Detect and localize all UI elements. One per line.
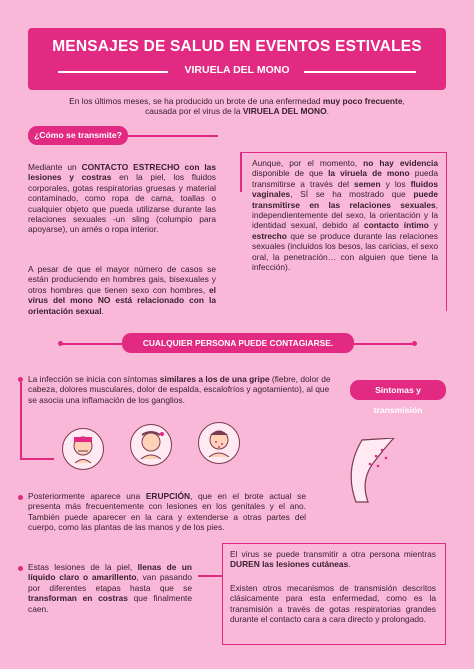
fever-face-icon	[130, 424, 172, 466]
bullet-dot-2	[18, 495, 23, 500]
bullet-line-horizontal	[20, 458, 54, 460]
symptoms-label: Síntomas y transmisión	[350, 380, 446, 400]
anyone-can-get-infected-banner: CUALQUIER PERSONA PUEDE CONTAGIARSE.	[122, 333, 354, 353]
page-title: MENSAJES DE SALUD EN EVENTOS ESTIVALES	[52, 38, 422, 55]
transmit-paragraph-1: Mediante un CONTACTO ESTRECHO con las lesiones y costras en la piel, los fluidos corporales, gotas respiratorias gruesas y material contaminado, como ropa de cama, toallas o cualquier objeto que pueda utilizarse durante las relaciones sexuales -un sling (columpio para apoyarse), un arnés o ropa interior.	[28, 162, 216, 235]
symptoms-paragraph-3: Estas lesiones de la piel, llenas de un líquido claro o amarillento, van pasando por diferentes etapas hasta que se transforman en costras que finalmente caen.	[28, 562, 192, 614]
transmit-paragraph-2: A pesar de que el mayor número de casos se están produciendo en hombres gais, bisexuales y otros hombres que tienen sexo con hombres, el virus del mono NO está relacionado con la orientación sexual.	[28, 264, 216, 316]
banner-line-left	[62, 343, 124, 345]
banner-line-right	[354, 343, 414, 345]
transmission-box-connector	[198, 575, 222, 577]
evidence-frame-left	[240, 152, 242, 192]
sick-face-icon	[62, 428, 104, 470]
skin-lesion-icon	[342, 438, 400, 504]
label-connector-line	[128, 135, 218, 137]
rash-face-icon	[198, 422, 240, 464]
symptoms-paragraph-1: La infección se inicia con síntomas similares a los de una gripe (fiebre, dolor de cabeza, dolores musculares, dolor de espalda, escalofríos y agotamiento), al que se asocia una inflamación de los ganglios.	[28, 374, 331, 405]
page-subtitle: VIRUELA DEL MONO	[184, 64, 290, 76]
symptoms-paragraph-2: Posteriormente aparece una ERUPCIÓN, que en el brote actual se presenta más frecuentemente con lesiones en los genitales y el ano. También puede aparecer en la cara y extenderse a otras partes del cuerpo, como las plantas de las manos y de los pies.	[28, 491, 306, 533]
divider-right	[304, 71, 416, 73]
bullet-dot-3	[18, 566, 23, 571]
transmission-paragraph-2: Existen otros mecanismos de transmisión descritos clásicamente para esta enfermedad, como es la transmisión a través de gotas respiratorias grandes durante el contacto cara a cara directo y prolongado.	[230, 583, 436, 625]
banner-dot-right	[412, 341, 417, 346]
header-banner	[28, 28, 446, 90]
bullet-line-vertical	[20, 382, 22, 458]
transmission-paragraph-1: El virus se puede transmitir a otra persona mientras DUREN las lesiones cutáneas.	[230, 549, 436, 570]
intro-text: En los últimos meses, se ha producido un brote de una enfermedad muy poco frecuente, causada por el virus de la VIRUELA DEL MONO.	[69, 96, 405, 117]
evidence-paragraph: Aunque, por el momento, no hay evidencia disponible de que la viruela de mono pueda transmitirse a través del semen y los fluidos vaginales, SÍ se ha mostrado que puede transmitirse en las relaciones sexuales, independientemente del sexo, la orientación y la identidad sexual, debido al contacto íntimo y estrecho que se produce durante las relaciones sexuales (incluidos los besos, las caricias, el sexo oral, la penetración… con alguien que tiene la infección).	[252, 158, 439, 273]
how-transmitted-label: ¿Cómo se transmite?	[28, 126, 128, 145]
